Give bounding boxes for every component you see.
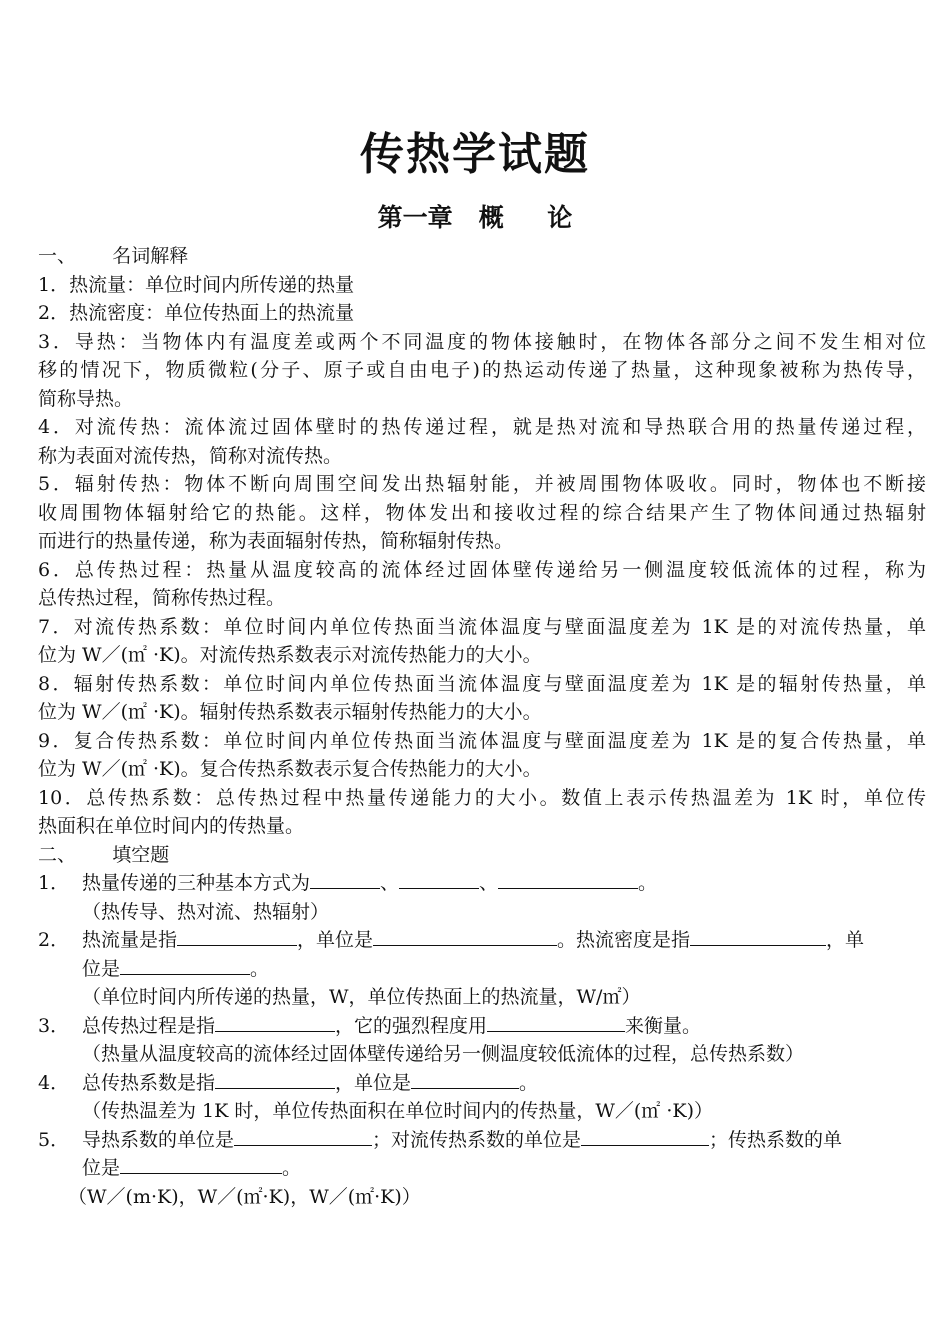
definition-line: 7．对流传热系数：单位时间内单位传热面当流体温度与壁面温度差为 1K 是的对流传热量，单	[38, 615, 926, 638]
definition-line: 4．对流传热：流体流过固体壁时的热传递过程，就是热对流和导热联合用的热量传递过程，	[38, 416, 926, 438]
question-3: 3． 总传热过程是指 ，它的强烈程度用 来衡量。	[38, 1012, 926, 1041]
answer-blank	[120, 956, 250, 975]
question-4: 4． 总传热系数是指 ，单位是 。	[38, 1069, 926, 1098]
definition-line: 而进行的热量传递，称为表面辐射传热，简称辐射传热。	[38, 530, 514, 552]
definition-line: 位为 W／(㎡ ·K)。复合传热系数表示复合传热能力的大小。	[38, 758, 542, 780]
question-1: 1． 热量传递的三种基本方式为 、 、 。	[38, 869, 926, 898]
answer-text: （传热温差为 1K 时，单位传热面积在单位时间内的传热量，W／(㎡ ·K)）	[82, 1100, 713, 1122]
definition-line: 10．总传热系数：总传热过程中热量传递能力的大小。数值上表示传热温差为 1K 时，单位传	[38, 786, 926, 809]
definition-line: 8．辐射传热系数：单位时间内单位传热面当流体温度与壁面温度差为 1K 是的辐射传热量，单	[38, 672, 926, 695]
answer-text: （热传导、热对流、热辐射）	[82, 900, 330, 923]
answer-blank	[215, 1070, 335, 1089]
question-number: 4．	[38, 1071, 70, 1094]
answer-text: （单位时间内所传递的热量，W，单位传热面上的热流量，W/㎡）	[82, 986, 641, 1008]
definition-line: 9．复合传热系数：单位时间内单位传热面当流体温度与壁面温度差为 1K 是的复合传热量，单	[38, 729, 926, 752]
answer-blank	[498, 870, 638, 889]
answer-blank	[215, 1013, 335, 1032]
definition-line: 移的情况下，物质微粒(分子、原子或自由电子)的热运动传递了热量，这种现象被称为热传导，	[38, 359, 926, 381]
definition-line: 总传热过程，简称传热过程。	[38, 587, 286, 609]
chapter-heading: 第一章 概 论	[377, 203, 573, 232]
definition-line: 位为 W／(㎡ ·K)。辐射传热系数表示辐射传热能力的大小。	[38, 701, 542, 723]
question-number: 2．	[38, 929, 70, 951]
question-2: 2． 热流量是指 ，单位是 。热流密度是指 ，单	[38, 926, 926, 955]
question-5-continued: 位是 。	[82, 1157, 302, 1179]
answer-blank	[234, 1127, 372, 1146]
section-heading-fill-in: 二、 填空题	[38, 843, 170, 866]
question-number: 3．	[38, 1014, 70, 1037]
definition-line: 收周围物体辐射给它的热能。这样，物体发出和接收过程的综合结果产生了物体间通过热辐射	[38, 501, 926, 524]
section-heading-definitions: 一、 名词解释	[38, 245, 189, 267]
definition-line: 1．热流量：单位时间内所传递的热量	[38, 273, 355, 296]
answer-blank	[373, 927, 557, 946]
definition-line: 热面积在单位时间内的传热量。	[38, 815, 305, 837]
answer-text: （W／(m·K)，W／(㎡·K)，W／(㎡·K)）	[68, 1185, 421, 1208]
question-number: 1．	[38, 872, 70, 894]
definition-line: 2．热流密度：单位传热面上的热流量	[38, 302, 355, 324]
answer-blank	[177, 927, 297, 946]
question-number: 5．	[38, 1128, 70, 1151]
definition-line: 3．导热：当物体内有温度差或两个不同温度的物体接触时，在物体各部分之间不发生相对位	[38, 330, 926, 353]
document-title: 传热学试题	[360, 129, 590, 180]
definition-line: 6．总传热过程：热量从温度较高的流体经过固体壁传递给另一侧温度较低流体的过程，称为	[38, 558, 926, 581]
answer-blank	[487, 1013, 625, 1032]
definition-line: 简称导热。	[38, 387, 134, 410]
answer-text: （热量从温度较高的流体经过固体壁传递给另一侧温度较低流体的过程，总传热系数）	[82, 1043, 805, 1065]
document-body	[38, 242, 926, 1211]
question-2-continued: 位是 。	[82, 957, 270, 980]
definition-line: 称为表面对流传热，简称对流传热。	[38, 444, 343, 467]
definition-line: 5．辐射传热：物体不断向周围空间发出热辐射能，并被周围物体吸收。同时，物体也不断接	[38, 473, 926, 495]
answer-blank	[310, 870, 380, 889]
answer-blank	[690, 927, 826, 946]
answer-blank	[399, 870, 479, 889]
answer-blank	[120, 1155, 282, 1174]
question-5: 5． 导热系数的单位是 ；对流传热系数的单位是 ；传热系数的单	[38, 1126, 926, 1155]
answer-blank	[411, 1070, 519, 1089]
definition-line: 位为 W／(㎡ ·K)。对流传热系数表示对流传热能力的大小。	[38, 644, 542, 666]
answer-blank	[581, 1127, 709, 1146]
